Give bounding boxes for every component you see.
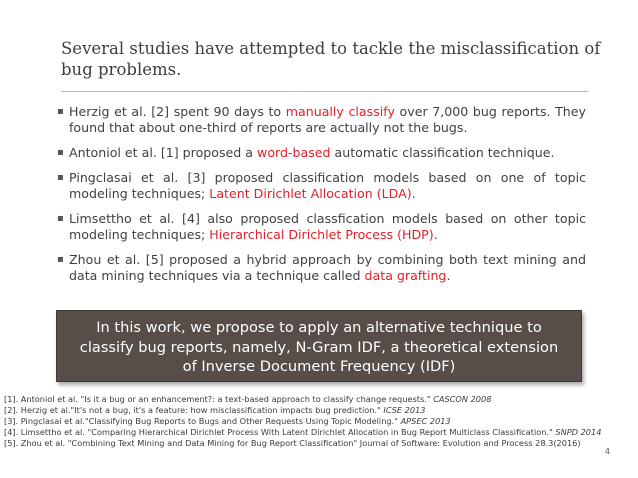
bullet-text-tail: . [411,186,416,201]
references [4,394,636,449]
square-bullet-icon: ▪ [57,147,64,158]
bullet-item [56,211,586,243]
reference-venue: CASCON 2008 [433,394,492,404]
bullet-text: Herzig et al. [2] spent 90 days to [69,104,286,119]
bullet-highlight: Latent Dirichlet Allocation (LDA) [209,186,412,201]
bullet-item [56,252,586,284]
bullet-text: Antoniol et al. [1] proposed a [69,145,258,160]
page-number: 4 [604,447,610,456]
bullet-item [56,104,586,136]
reference-item: [5]. Zhou et al. "Combining Text Mining and Data Mining for Bug Report Classification" Journal of Software: Evolution and Process 28.3(2016) [4,438,581,448]
bullet-item [56,145,586,161]
reference-item: [1]. Antoniol et al. "Is it a bug or an enhancement?: a text-based approach to classify change requests." CASCON 2008 [4,394,492,404]
square-bullet-icon: ▪ [57,254,64,265]
bullet-highlight: word-based [257,145,331,160]
square-bullet-icon: ▪ [57,172,64,183]
bullet-text-tail: over 7,000 bug reports. They found that about one-third of reports are actually not the bugs. [69,104,586,135]
square-bullet-icon: ▪ [57,106,64,117]
square-bullet-icon: ▪ [57,213,64,224]
bullet-item [56,170,586,202]
bullet-list [56,104,586,293]
reference-venue: SNPD 2014 [555,427,602,437]
reference-item: [3]. Pingclasai et al."Classifying Bug Reports to Bugs and Other Requests Using Topic Modeling." APSEC 2013 [4,416,451,426]
reference-item: [4]. Limsettho et al. "Comparing Hierarchical Dirichlet Process With Latent Dirichlet Allocation in Bug Report Multiclass Classification." SNPD 2014 [4,427,602,437]
slide-title: Several studies have attempted to tackle the misclassification of bug problems. [61,39,601,79]
bullet-text-tail: automatic classification technique. [330,145,555,160]
bullet-highlight: Hierarchical Dirichlet Process (HDP) [209,227,434,242]
reference-venue: APSEC 2013 [400,416,451,426]
title-divider [61,91,588,92]
bullet-highlight: manually classify [285,104,395,119]
bullet-text: Zhou et al. [5] proposed a hybrid approach by combining both text mining and data mining techniques via a technique called [69,252,586,283]
reference-venue: ICSE 2013 [383,405,426,415]
bullet-text-tail: . [446,268,451,283]
bullet-highlight: data grafting [364,268,447,283]
bullet-text: Limsettho et al. [4] also proposed classfication models based on other topic modeling techniques; [69,211,586,242]
callout-box: In this work, we propose to apply an alternative technique to classify bug reports, namely, N-Gram IDF, a theoretical extension of Inverse Document Frequency (IDF) [56,310,582,382]
reference-item: [2]. Herzig et al."It's not a bug, it's a feature: how misclassification impacts bug prediction." ICSE 2013 [4,405,426,415]
bullet-text-tail: . [433,227,438,242]
bullet-text: Pingclasai et al. [3] proposed classification models based on one of topic modeling techniques; [69,170,586,201]
